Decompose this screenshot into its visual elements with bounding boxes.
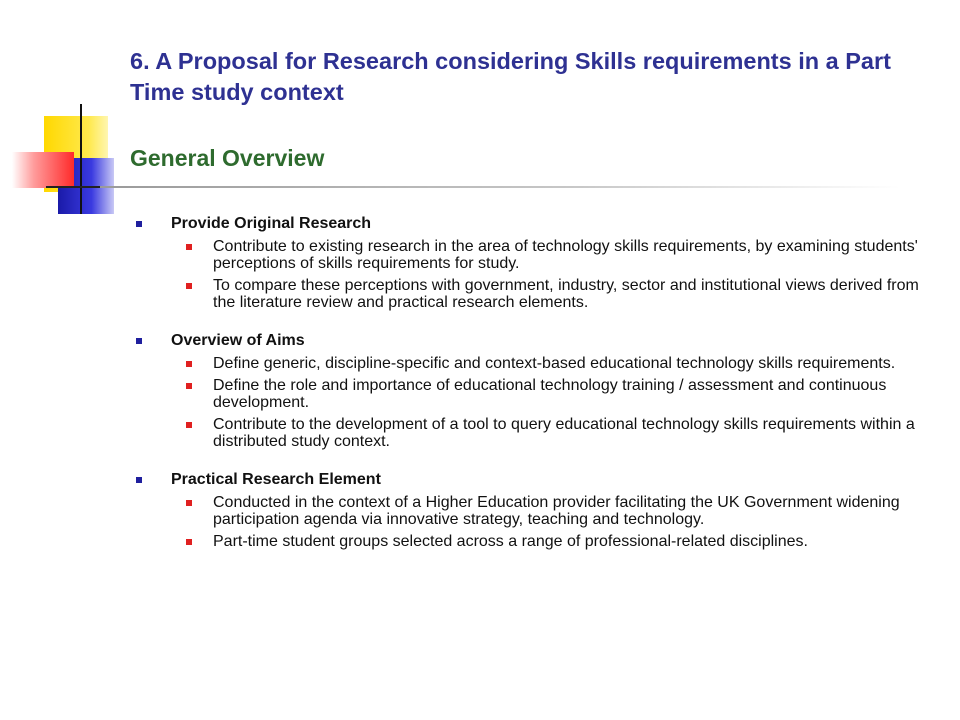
square-bullet-icon	[186, 244, 192, 250]
bullet-heading	[134, 214, 934, 234]
heading-text: Overview of Aims	[171, 332, 305, 349]
item-text: Conducted in the context of a Higher Education provider facilitating the UK Government widening participation agenda via innovative strategy, teaching and technology.	[213, 494, 900, 528]
slide-subtitle: General Overview	[130, 145, 325, 171]
square-bullet-icon	[186, 422, 192, 428]
section-practical-research	[134, 470, 934, 550]
square-bullet-icon	[136, 338, 142, 344]
square-bullet-icon	[186, 539, 192, 545]
bullet-heading	[134, 470, 934, 490]
bullet-item	[134, 277, 934, 311]
bullet-heading	[134, 331, 934, 351]
square-bullet-icon	[186, 361, 192, 367]
square-bullet-icon	[136, 477, 142, 483]
content-body	[134, 214, 934, 570]
section-original-research	[134, 214, 934, 311]
heading-text: Practical Research Element	[171, 471, 381, 488]
bullet-item	[134, 416, 934, 450]
square-bullet-icon	[186, 283, 192, 289]
item-text: Define generic, discipline-specific and context-based educational technology skills requirements.	[213, 355, 896, 372]
square-bullet-icon	[186, 500, 192, 506]
bullet-item	[134, 377, 934, 411]
item-text: Contribute to existing research in the area of technology skills requirements, by examining students' perceptions of skills requirements for study.	[213, 238, 918, 272]
item-text: Define the role and importance of educational technology training / assessment and continuous development.	[213, 377, 887, 411]
square-bullet-icon	[186, 383, 192, 389]
bullet-item	[134, 533, 934, 550]
square-bullet-icon	[136, 221, 142, 227]
bullet-item	[134, 494, 934, 528]
bullet-item	[134, 238, 934, 272]
item-text: Contribute to the development of a tool to query educational technology skills requirements within a distributed study context.	[213, 416, 915, 450]
item-text: To compare these perceptions with government, industry, sector and institutional views derived from the literature review and practical research elements.	[213, 277, 919, 311]
logo-vertical-line	[80, 104, 82, 214]
item-text: Part-time student groups selected across a range of professional-related disciplines.	[213, 533, 808, 550]
title-divider	[100, 186, 900, 188]
heading-text: Provide Original Research	[171, 215, 372, 232]
section-overview-of-aims	[134, 331, 934, 450]
logo-red-block	[12, 152, 74, 188]
bullet-item	[134, 355, 934, 372]
slide-title: 6. A Proposal for Research considering Skills requirements in a Part Time study context	[130, 48, 891, 105]
